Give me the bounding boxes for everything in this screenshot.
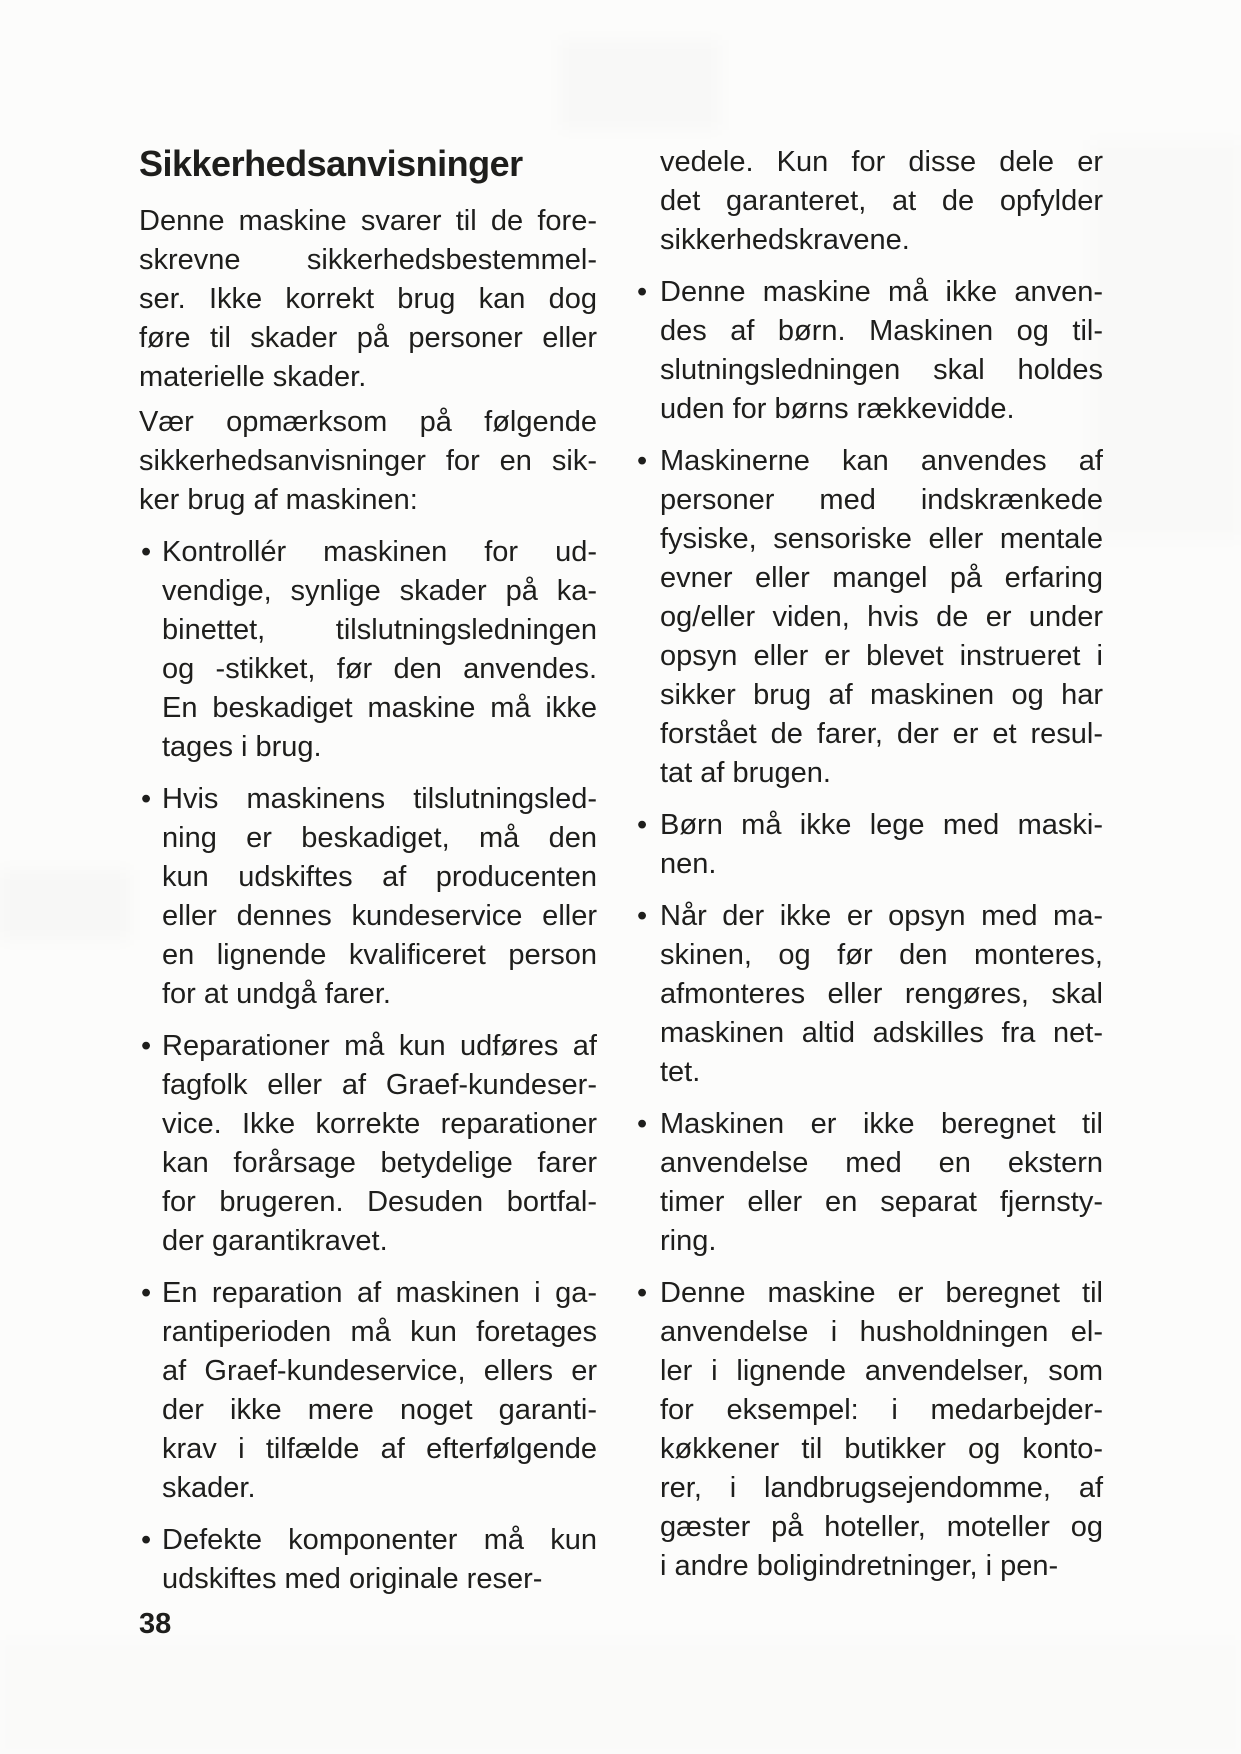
left-column — [139, 142, 597, 1599]
text-line: vendige, synlige skader på ka- — [162, 575, 597, 607]
bullet-icon: • — [141, 1277, 152, 1309]
scan-artifact — [1090, 140, 1241, 540]
text-line: des af børn. Maskinen og til- — [660, 315, 1103, 347]
bullet-icon: • — [637, 900, 648, 932]
text-line: Maskinen er ikke beregnet til — [660, 1108, 1103, 1140]
text-line: ker brug af maskinen: — [139, 484, 418, 516]
page-title: Sikkerhedsanvisninger — [139, 143, 523, 184]
text-line: for brugeren. Desuden bortfal- — [162, 1186, 597, 1218]
bullet-icon: • — [637, 1108, 648, 1140]
text-line: Børn må ikke lege med maski- — [660, 809, 1103, 841]
text-line: der garantikravet. — [162, 1225, 388, 1257]
text-line: Reparationer må kun udføres af — [162, 1030, 597, 1062]
text-line: kan forårsage betydelige farer — [162, 1147, 597, 1179]
text-line: slutningsledningen skal holdes — [660, 354, 1103, 386]
text-line: køkkener til butikker og konto- — [660, 1433, 1103, 1465]
text-line: der ikke mere noget garanti- — [162, 1394, 597, 1426]
bullet-item — [637, 1274, 1103, 1586]
text-line: rer, i landbrugsejendomme, af — [660, 1472, 1103, 1504]
paragraph — [139, 202, 597, 397]
paragraph — [139, 403, 597, 520]
bullet-icon: • — [141, 783, 152, 815]
bullet-item — [139, 1027, 597, 1261]
bullet-icon: • — [141, 1524, 152, 1556]
text-line: skinen, og før den monteres, — [660, 939, 1103, 971]
text-line: binettet, tilslutningsledningen — [162, 614, 597, 646]
page-number: 38 — [139, 1608, 172, 1640]
text-line: uden for børns rækkevidde. — [660, 393, 1015, 425]
bullet-item — [139, 780, 597, 1014]
text-line: timer eller en separat fjernsty- — [660, 1186, 1103, 1218]
text-line: og/eller viden, hvis de er under — [660, 601, 1103, 633]
text-line: en lignende kvalificeret person — [162, 939, 597, 971]
bullet-icon: • — [637, 276, 648, 308]
text-line: Når der ikke er opsyn med ma- — [660, 900, 1103, 932]
text-line: ring. — [660, 1225, 717, 1257]
bullet-icon: • — [637, 809, 648, 841]
text-line: tat af brugen. — [660, 757, 831, 789]
text-line: krav i tilfælde af efterfølgende — [162, 1433, 597, 1465]
text-line: for eksempel: i medarbejder- — [660, 1394, 1103, 1426]
text-line: nen. — [660, 848, 717, 880]
text-line: i andre boligindretninger, i pen- — [660, 1550, 1059, 1582]
text-line: ning er beskadiget, må den — [162, 822, 597, 854]
text-line: Vær opmærksom på følgende — [139, 406, 597, 438]
text-line: opsyn eller er blevet instrueret i — [660, 640, 1103, 672]
bullet-item — [637, 1105, 1103, 1261]
text-line: Denne maskine er beregnet til — [660, 1277, 1103, 1309]
text-line: fysiske, sensoriske eller mentale — [660, 523, 1103, 555]
text-line: fagfolk eller af Graef-kundeser- — [162, 1069, 597, 1101]
text-line: vedele. Kun for disse dele er — [660, 146, 1103, 178]
text-line: skrevne sikkerhedsbestemmel- — [139, 244, 597, 276]
bullet-item — [637, 897, 1103, 1092]
bullet-item — [637, 442, 1103, 793]
text-line: det garanteret, at de opfylder — [660, 185, 1103, 217]
scan-artifact — [0, 870, 130, 940]
text-line: gæster på hoteller, moteller og — [660, 1511, 1103, 1543]
text-line: ler i lignende anvendelser, som — [660, 1355, 1103, 1387]
text-line: Denne maskine svarer til de fore- — [139, 205, 597, 237]
text-line: afmonteres eller rengøres, skal — [660, 978, 1103, 1010]
text-line: rantiperioden må kun foretages — [162, 1316, 597, 1348]
bullet-item — [637, 806, 1103, 884]
bullet-item — [139, 1521, 597, 1599]
text-line: kun udskiftes af producenten — [162, 861, 597, 893]
scan-artifact — [0, 1640, 1241, 1754]
text-line: maskinen altid adskilles fra net- — [660, 1017, 1103, 1049]
bullet-icon: • — [637, 445, 648, 477]
text-line: af Graef-kundeservice, ellers er — [162, 1355, 597, 1387]
text-line: Kontrollér maskinen for ud- — [162, 536, 597, 568]
paragraph — [637, 143, 1103, 260]
text-line: føre til skader på personer eller — [139, 322, 597, 354]
scan-artifact — [560, 40, 720, 130]
text-line: sikkerhedskravene. — [660, 224, 910, 256]
right-column — [637, 143, 1103, 1586]
text-line: sikkerhedsanvisninger for en sik- — [139, 445, 597, 477]
text-line: Maskinerne kan anvendes af — [660, 445, 1103, 477]
text-line: vice. Ikke korrekte reparationer — [162, 1108, 597, 1140]
bullet-icon: • — [141, 1030, 152, 1062]
text-line: skader. — [162, 1472, 256, 1504]
bullet-icon: • — [637, 1277, 648, 1309]
bullet-icon: • — [141, 536, 152, 568]
text-line: materielle skader. — [139, 361, 367, 393]
text-line: tet. — [660, 1056, 701, 1088]
text-line: anvendelse med en ekstern — [660, 1147, 1103, 1179]
text-line: personer med indskrænkede — [660, 484, 1103, 516]
text-line: En reparation af maskinen i ga- — [162, 1277, 597, 1309]
bullet-item — [139, 1274, 597, 1508]
text-line: tages i brug. — [162, 731, 322, 763]
text-line: forstået de farer, der er et resul- — [660, 718, 1103, 750]
text-line: Hvis maskinens tilslutningsled- — [162, 783, 597, 815]
text-line: ser. Ikke korrekt brug kan dog — [139, 283, 597, 315]
text-line: for at undgå farer. — [162, 978, 391, 1010]
text-line: Denne maskine må ikke anven- — [660, 276, 1103, 308]
text-line: anvendelse i husholdningen el- — [660, 1316, 1103, 1348]
text-line: og -stikket, før den anvendes. — [162, 653, 597, 685]
bullet-item — [139, 533, 597, 767]
text-line: udskiftes med originale reser- — [162, 1563, 543, 1595]
text-line: Defekte komponenter må kun — [162, 1524, 597, 1556]
bullet-item — [637, 273, 1103, 429]
text-line: sikker brug af maskinen og har — [660, 679, 1103, 711]
text-line: En beskadiget maskine må ikke — [162, 692, 597, 724]
text-line: evner eller mangel på erfaring — [660, 562, 1103, 594]
text-line: eller dennes kundeservice eller — [162, 900, 597, 932]
